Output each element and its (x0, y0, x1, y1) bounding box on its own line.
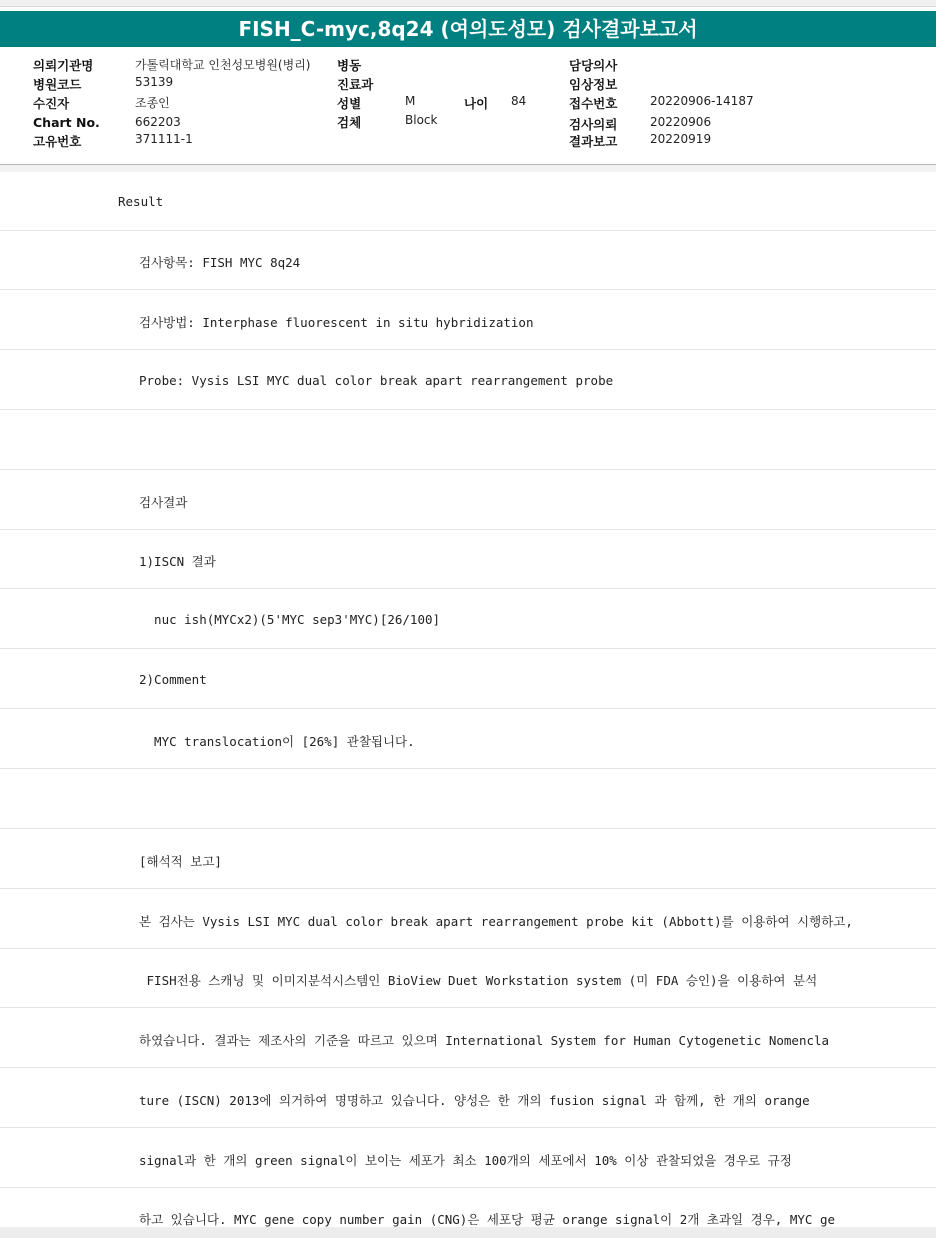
receipt-no-value: 20220906-14187 (650, 94, 754, 108)
patient-info-section (0, 47, 936, 165)
specimen-label: 검체 (337, 115, 362, 130)
chart-no-label: Chart No. (33, 115, 100, 130)
sex-label: 성별 (337, 96, 362, 111)
result-line: Probe: Vysis LSI MYC dual color break apart rearrangement probe (139, 373, 614, 388)
result-row (0, 830, 936, 889)
institution-value: 가톨릭대학교 인천성모병원(병리) (135, 58, 311, 72)
result-line: 하고 있습니다. MYC gene copy number gain (CNG)은 세포당 평균 orange signal이 2개 초과일 경우, MYC ge (139, 1212, 836, 1227)
result-line: signal과 한 개의 green signal이 보이는 세포가 최소 100개의 세포에서 10% 이상 관찰되었을 경우로 규정 (139, 1153, 792, 1168)
result-row (0, 590, 936, 649)
report-date-label: 결과보고 (569, 134, 618, 149)
result-line: 하였습니다. 결과는 제조사의 기준을 따르고 있으며 International System for Human Cytogenetic Nomencla (139, 1033, 830, 1048)
section-divider (0, 165, 936, 172)
bottom-border (0, 1227, 936, 1238)
result-section (0, 172, 936, 1227)
department-label: 진료과 (337, 77, 374, 92)
result-row (0, 710, 936, 769)
result-row (0, 949, 936, 1008)
result-line: 검사항목: FISH MYC 8q24 (139, 255, 301, 270)
doctor-label: 담당의사 (569, 58, 618, 73)
result-line: ture (ISCN) 2013에 의거하여 명명하고 있습니다. 양성은 한 개의 fusion signal 과 함께, 한 개의 orange (139, 1093, 810, 1108)
result-row (0, 1069, 936, 1128)
result-row (0, 650, 936, 709)
age-label: 나이 (464, 96, 489, 111)
result-row (0, 291, 936, 350)
age-value: 84 (511, 94, 527, 108)
result-row (0, 471, 936, 530)
result-line: 1)ISCN 결과 (139, 554, 216, 569)
result-line: 본 검사는 Vysis LSI MYC dual color break apart rearrangement probe kit (Abbott)를 이용하여 시행하고, (139, 914, 853, 929)
clinical-info-label: 임상정보 (569, 77, 618, 92)
result-line: MYC translocation이 [26%] 관찰됩니다. (139, 734, 415, 749)
result-row (0, 411, 936, 470)
specimen-value: Block (405, 113, 438, 127)
request-date-value: 20220906 (650, 115, 712, 129)
report-date-value: 20220919 (650, 132, 712, 146)
result-row (0, 231, 936, 290)
request-date-label: 검사의뢰 (569, 117, 618, 132)
result-row (0, 530, 936, 589)
result-row (0, 1188, 936, 1227)
sex-value: M (405, 94, 416, 108)
result-line: FISH전용 스캐닝 및 이미지분석시스템인 BioView Duet Workstation system (미 FDA 승인)을 이용하여 분석 (139, 973, 818, 988)
top-border (0, 0, 936, 7)
result-line: [해석적 보고] (139, 854, 222, 869)
institution-label: 의뢰기관명 (33, 58, 94, 73)
examinee-value: 조종인 (135, 96, 170, 110)
result-row (0, 770, 936, 829)
result-line: 검사방법: Interphase fluorescent in situ hybridization (139, 315, 534, 330)
hospital-code-label: 병원코드 (33, 77, 82, 92)
chart-no-value: 662203 (135, 115, 181, 129)
result-row (0, 351, 936, 410)
hospital-code-value: 53139 (135, 75, 174, 89)
examinee-label: 수진자 (33, 96, 70, 111)
result-row (0, 890, 936, 949)
report-title: FISH_C-myc,8q24 (여의도성모) 검사결과보고서 (0, 11, 936, 47)
result-row (0, 1009, 936, 1068)
result-line: 2)Comment (139, 672, 207, 687)
ward-label: 병동 (337, 58, 362, 73)
unique-no-label: 고유번호 (33, 134, 82, 149)
result-line: 검사결과 (139, 495, 188, 510)
unique-no-value: 371111-1 (135, 132, 193, 146)
result-heading: Result (118, 194, 164, 209)
result-row (0, 172, 936, 231)
result-line: nuc ish(MYCx2)(5'MYC sep3'MYC)[26/100] (139, 612, 441, 627)
result-row (0, 1129, 936, 1188)
receipt-no-label: 접수번호 (569, 96, 618, 111)
